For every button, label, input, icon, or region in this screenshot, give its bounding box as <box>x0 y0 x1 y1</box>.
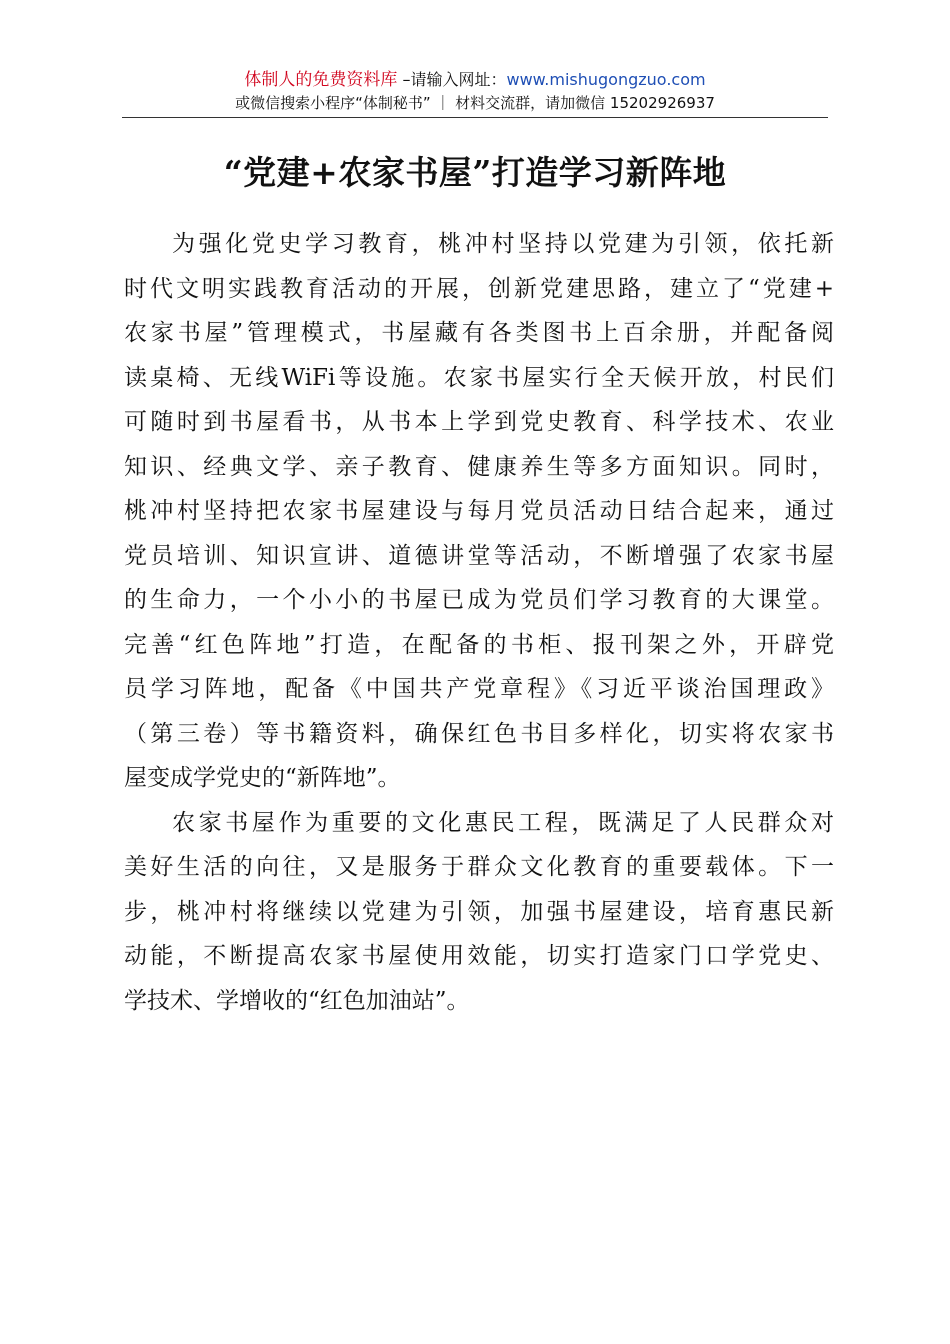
text-line: 桃冲村坚持把农家书屋建设与每月党员活动日结合起来，通过 <box>124 498 834 524</box>
text-line: 农家书屋”管理模式，书屋藏有各类图书上百余册，并配备阅 <box>124 320 834 346</box>
text-line: 步，桃冲村将继续以党建为引领，加强书屋建设，培育惠民新 <box>124 898 834 925</box>
text-line: 知识、经典文学、亲子教育、健康养生等多方面知识。同时， <box>124 453 834 480</box>
text-line: 完善“红色阵地”打造，在配备的书柜、报刊架之外，开辟党 <box>124 631 834 658</box>
text-line: 员学习阵地，配备《中国共产党章程》《习近平谈治国理政》 <box>124 676 834 702</box>
paragraph-2 <box>124 801 834 1024</box>
document-title: “党建+农家书屋”打造学习新阵地 <box>223 153 727 192</box>
text-line: 时代文明实践教育活动的开展，创新党建思路，建立了“党建+ <box>124 275 834 302</box>
text-line: 屋变成学党史的“新阵地”。 <box>124 765 401 791</box>
text-line: 读桌椅、无线WiFi等设施。农家书屋实行全天候开放，村民们 <box>124 364 834 391</box>
header-divider <box>122 117 828 118</box>
text-line: 学技术、学增收的“红色加油站”。 <box>124 987 470 1014</box>
text-line: （第三卷）等书籍资料，确保红色书目多样化，切实将农家书 <box>124 720 834 747</box>
text-line: 美好生活的向往，又是服务于群众文化教育的重要载体。下一 <box>124 854 834 880</box>
text-line: 动能，不断提高农家书屋使用效能，切实打造家门口学党史、 <box>124 943 834 969</box>
document-body <box>124 222 834 1023</box>
url-prompt: –请输入网址： <box>397 70 507 89</box>
text-line: 为强化党史学习教育，桃冲村坚持以党建为引领，依托新 <box>172 231 834 257</box>
page-header <box>122 68 828 114</box>
text-line: 农家书屋作为重要的文化惠民工程，既满足了人民群众对 <box>172 809 834 836</box>
website-link[interactable]: www.mishugongzuo.com <box>506 70 706 89</box>
text-line: 的生命力，一个小小的书屋已成为党员们学习教育的大课堂。 <box>124 587 834 613</box>
brand-name: 体制人的免费资料库 <box>244 70 398 90</box>
paragraph-1 <box>124 222 834 801</box>
text-line: 党员培训、知识宣讲、道德讲堂等活动，不断增强了农家书屋 <box>124 542 834 569</box>
header-line-2: 或微信搜索小程序“体制秘书” ｜ 材料交流群，请加微信 15202926937 <box>235 94 715 112</box>
text-line: 可随时到书屋看书，从书本上学到党史教育、科学技术、农业 <box>124 409 834 435</box>
header-line-1 <box>122 68 828 92</box>
